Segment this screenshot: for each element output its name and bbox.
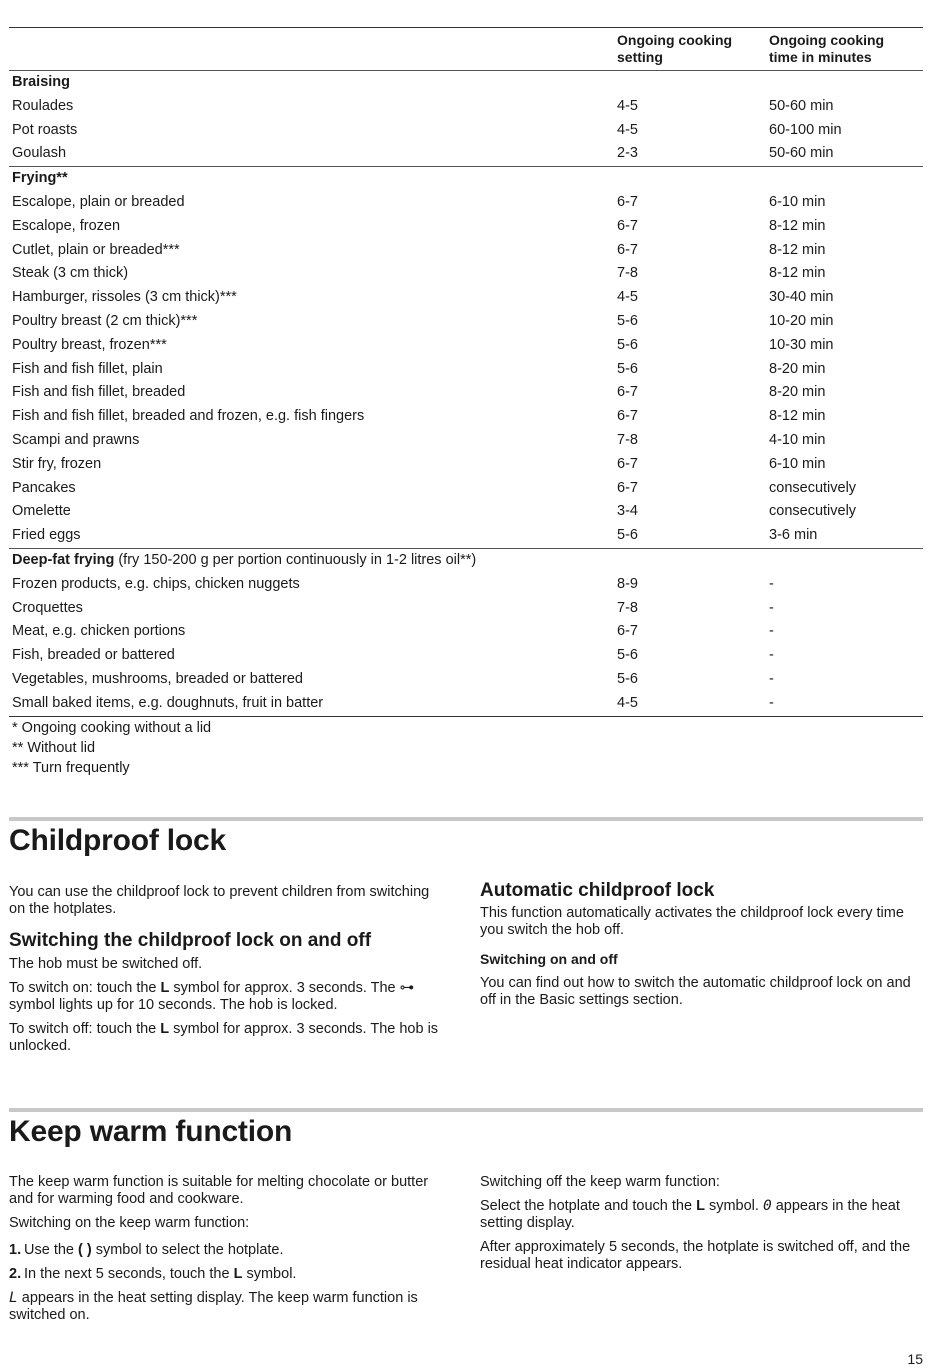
setting-cell: 6-7 <box>617 455 638 472</box>
food-cell: Frozen products, e.g. chips, chicken nuggets <box>12 575 300 592</box>
table-section-heading: Frying** <box>9 166 923 191</box>
childproof-left-column <box>9 884 449 1062</box>
time-cell: 60-100 min <box>769 121 842 138</box>
food-cell: Omelette <box>12 503 71 520</box>
setting-cell: 5-6 <box>617 670 638 687</box>
note-2: ** Without lid <box>12 739 96 756</box>
time-cell: 8-12 min <box>769 217 826 234</box>
time-cell: - <box>769 599 774 616</box>
note-3: *** Turn frequently <box>12 759 130 776</box>
table-section-heading: Braising <box>12 74 71 90</box>
childproof-right-column <box>480 882 922 1016</box>
setting-cell: 4-5 <box>617 121 638 138</box>
table-row <box>9 334 923 358</box>
l-symbol: L <box>160 1021 170 1037</box>
table-header <box>9 27 923 71</box>
time-cell: - <box>769 623 774 640</box>
setting-cell: 7-8 <box>617 431 638 448</box>
table-section-heading: Deep-fat frying (fry 150-200 g per portion continuously in 1-2 litres oil**) <box>9 548 923 573</box>
table-row <box>9 477 923 501</box>
food-cell: Fried eggs <box>12 527 81 544</box>
setting-cell: 7-8 <box>617 265 638 282</box>
keepwarm-left-column <box>9 1174 449 1331</box>
time-cell: - <box>769 694 774 711</box>
header-col3: Ongoing cooking time in minutes <box>769 32 885 65</box>
section-bar-childproof <box>9 817 923 821</box>
hotplate-select-symbol: ( ) <box>78 1242 92 1258</box>
time-cell: consecutively <box>769 503 857 520</box>
food-cell: Fish and fish fillet, breaded <box>12 384 186 401</box>
table-row <box>9 453 923 477</box>
table-row <box>9 358 923 382</box>
key-icon: ⊶ <box>399 980 415 996</box>
setting-cell: 6-7 <box>617 217 638 234</box>
time-cell: - <box>769 575 774 592</box>
time-cell: 8-12 min <box>769 265 826 282</box>
table-row <box>9 191 923 215</box>
table-row <box>9 692 923 716</box>
time-cell: 8-12 min <box>769 408 826 425</box>
food-cell: Hamburger, rissoles (3 cm thick)*** <box>12 289 237 306</box>
keepwarm-off-after: After approximately 5 seconds, the hotplate is switched off, and the residual heat indicator appears. <box>480 1239 911 1272</box>
table-row <box>9 500 923 524</box>
note-1: * Ongoing cooking without a lid <box>12 719 212 736</box>
food-cell: Pancakes <box>12 479 76 496</box>
setting-cell: 6-7 <box>617 193 638 210</box>
time-cell: 8-20 min <box>769 360 826 377</box>
l-symbol: L <box>160 980 170 996</box>
auto-switching-text: You can find out how to switch the automatic childproof lock on and off in the Basic settings section. <box>480 975 911 1008</box>
section-bar-keepwarm <box>9 1108 923 1112</box>
food-cell: Fish, breaded or battered <box>12 647 175 664</box>
food-cell: Poultry breast (2 cm thick)*** <box>12 312 198 329</box>
keepwarm-step-1: 1. Use the ( ) symbol to select the hotplate. <box>9 1242 284 1258</box>
table-row <box>9 644 923 668</box>
keepwarm-title: Keep warm function <box>9 1115 293 1148</box>
time-cell: 50-60 min <box>769 145 834 162</box>
food-cell: Steak (3 cm thick) <box>12 265 129 282</box>
food-cell: Fish and fish fillet, breaded and frozen, e.g. fish fingers <box>12 408 365 425</box>
childproof-prereq: The hob must be switched off. <box>9 956 203 972</box>
keepwarm-off-heading: Switching off the keep warm function: <box>480 1174 720 1190</box>
food-cell: Small baked items, e.g. doughnuts, fruit in batter <box>12 694 324 711</box>
display-zero-glyph: 0 <box>762 1198 772 1214</box>
table-row <box>9 310 923 334</box>
time-cell: - <box>769 647 774 664</box>
food-cell: Poultry breast, frozen*** <box>12 336 167 353</box>
food-cell: Escalope, plain or breaded <box>12 193 185 210</box>
table-row <box>9 239 923 263</box>
food-cell: Scampi and prawns <box>12 431 140 448</box>
food-cell: Fish and fish fillet, plain <box>12 360 163 377</box>
childproof-intro: You can use the childproof lock to prevent children from switching on the hotplates. <box>9 884 430 917</box>
table-row <box>9 262 923 286</box>
setting-cell: 3-4 <box>617 503 638 520</box>
setting-cell: 2-3 <box>617 145 638 162</box>
time-cell: 10-20 min <box>769 312 834 329</box>
table-row <box>9 429 923 453</box>
l-symbol: L <box>696 1198 705 1214</box>
auto-switching-subheading: Switching on and off <box>480 951 618 967</box>
header-col2: Ongoing cooking setting <box>617 32 733 65</box>
table-body <box>9 71 923 716</box>
food-cell: Vegetables, mushrooms, breaded or battered <box>12 670 303 687</box>
keepwarm-step-2: 2. In the next 5 seconds, touch the L symbol. <box>9 1266 297 1282</box>
table-row <box>9 142 923 166</box>
cooking-table <box>9 27 923 778</box>
table-row <box>9 215 923 239</box>
display-l-glyph: L <box>9 1290 18 1306</box>
food-cell: Escalope, frozen <box>12 217 121 234</box>
food-cell: Cutlet, plain or breaded*** <box>12 241 180 258</box>
setting-cell: 7-8 <box>617 599 638 616</box>
page-number: 15 <box>907 1351 923 1367</box>
time-cell: 8-12 min <box>769 241 826 258</box>
setting-cell: 8-9 <box>617 575 638 592</box>
time-cell: 8-20 min <box>769 384 826 401</box>
food-cell: Roulades <box>12 97 74 114</box>
keepwarm-on-result: L appears in the heat setting display. The keep warm function is switched on. <box>9 1290 418 1323</box>
setting-cell: 6-7 <box>617 623 638 640</box>
time-cell: 6-10 min <box>769 193 826 210</box>
time-cell: - <box>769 670 774 687</box>
table-row <box>9 95 923 119</box>
table-row <box>9 286 923 310</box>
setting-cell: 6-7 <box>617 479 638 496</box>
childproof-title: Childproof lock <box>9 824 226 857</box>
table-row <box>9 597 923 621</box>
setting-cell: 6-7 <box>617 384 638 401</box>
l-symbol: L <box>233 1266 243 1282</box>
auto-childproof-text: This function automatically activates the childproof lock every time you switch the hob off. <box>480 905 904 938</box>
keepwarm-right-column <box>480 1174 922 1280</box>
setting-cell: 4-5 <box>617 289 638 306</box>
keepwarm-intro: The keep warm function is suitable for melting chocolate or butter and for warming food and cookware. <box>9 1174 429 1207</box>
setting-cell: 5-6 <box>617 647 638 664</box>
setting-cell: 5-6 <box>617 312 638 329</box>
keepwarm-on-heading: Switching on the keep warm function: <box>9 1215 250 1231</box>
childproof-switch-off-text: To switch off: touch the L symbol for approx. 3 seconds. The hob is unlocked. <box>9 1021 439 1054</box>
childproof-switch-on-text: To switch on: touch the L symbol for approx. 3 seconds. The ⊶ symbol lights up for 10 seconds. The hob is locked. <box>9 980 415 1013</box>
auto-childproof-heading: Automatic childproof lock <box>480 880 715 901</box>
table-row <box>9 668 923 692</box>
table-row <box>9 119 923 143</box>
keepwarm-off-text: Select the hotplate and touch the L symbol. 0 appears in the heat setting display. <box>480 1198 900 1231</box>
food-cell: Stir fry, frozen <box>12 455 102 472</box>
table-row <box>9 620 923 644</box>
table-row <box>9 405 923 429</box>
childproof-switching-heading: Switching the childproof lock on and off <box>9 930 372 951</box>
table-row <box>9 524 923 548</box>
table-row <box>9 381 923 405</box>
food-cell: Pot roasts <box>12 121 78 138</box>
setting-cell: 4-5 <box>617 694 638 711</box>
food-cell: Meat, e.g. chicken portions <box>12 623 186 640</box>
table-notes <box>9 717 923 778</box>
time-cell: 30-40 min <box>769 289 834 306</box>
time-cell: 10-30 min <box>769 336 834 353</box>
setting-cell: 6-7 <box>617 408 638 425</box>
time-cell: 6-10 min <box>769 455 826 472</box>
setting-cell: 6-7 <box>617 241 638 258</box>
setting-cell: 4-5 <box>617 97 638 114</box>
time-cell: 4-10 min <box>769 431 826 448</box>
time-cell: consecutively <box>769 479 857 496</box>
setting-cell: 5-6 <box>617 336 638 353</box>
food-cell: Croquettes <box>12 599 83 616</box>
food-cell: Goulash <box>12 145 67 162</box>
time-cell: 3-6 min <box>769 527 818 544</box>
table-row <box>9 573 923 597</box>
time-cell: 50-60 min <box>769 97 834 114</box>
setting-cell: 5-6 <box>617 527 638 544</box>
setting-cell: 5-6 <box>617 360 638 377</box>
